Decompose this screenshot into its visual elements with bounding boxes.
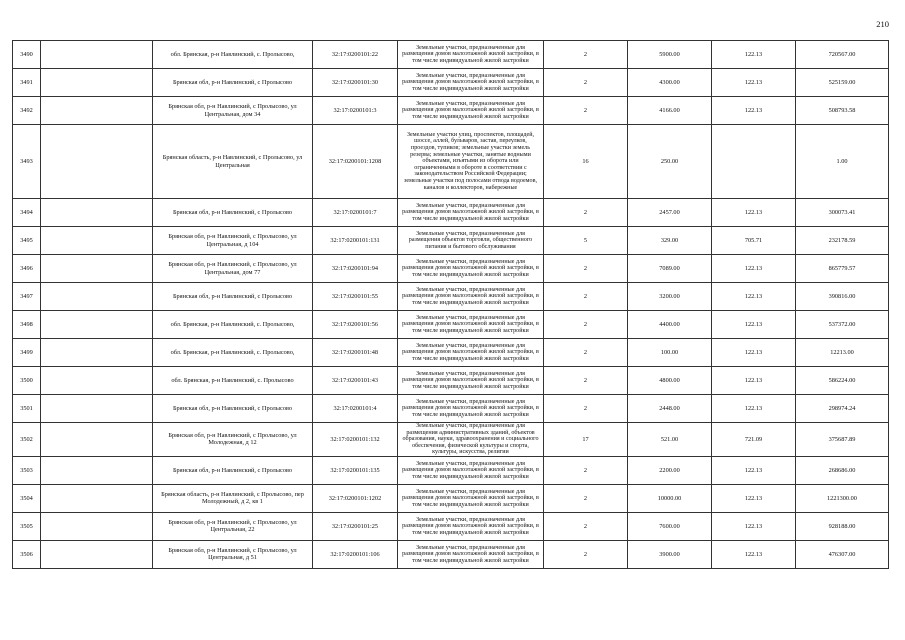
cadastral-number-cell: 32:17:0200101:1202 xyxy=(313,484,398,512)
group-cell: 2 xyxy=(544,540,628,568)
address-cell: Брянская обл, р-н Навлинский, с Пролысово, ул Центральная, дом 34 xyxy=(153,97,313,125)
table-row xyxy=(13,125,889,199)
cadastral-number-cell: 32:17:0200101:56 xyxy=(313,311,398,339)
specific-value-cell: 122.13 xyxy=(712,283,796,311)
land-use-cell: Земельные участки, предназначенные для размещения домов малоэтажной жилой застройки, в том числе индивидуальной жилой застройки xyxy=(398,367,544,395)
area-cell: 7089.00 xyxy=(628,255,712,283)
land-use-cell: Земельные участки, предназначенные для размещения административных зданий, объектов образования, науки, здравоохранения и социального обеспечения, физической культуры и спорта, культуры, искусства, религии xyxy=(398,423,544,457)
cadastral-number-cell: 32:17:0200101:22 xyxy=(313,41,398,69)
specific-value-cell: 122.13 xyxy=(712,367,796,395)
blank-cell xyxy=(41,125,153,199)
blank-cell xyxy=(41,512,153,540)
specific-value-cell: 122.13 xyxy=(712,311,796,339)
area-cell: 4800.00 xyxy=(628,367,712,395)
row-number-cell: 3503 xyxy=(13,456,41,484)
table-row xyxy=(13,227,889,255)
address-cell: Брянская обл, р-н Навлинский, с Пролысово, ул Молодежная, д 12 xyxy=(153,423,313,457)
area-cell: 10000.00 xyxy=(628,484,712,512)
table-row xyxy=(13,199,889,227)
blank-cell xyxy=(41,199,153,227)
address-cell: обл. Брянская, р-н Навлинский, с. Пролысово, xyxy=(153,41,313,69)
row-number-cell: 3494 xyxy=(13,199,41,227)
cadastral-number-cell: 32:17:0200101:30 xyxy=(313,69,398,97)
group-cell: 2 xyxy=(544,283,628,311)
land-use-cell: Земельные участки, предназначенные для размещения домов малоэтажной жилой застройки, в том числе индивидуальной жилой застройки xyxy=(398,311,544,339)
group-cell: 2 xyxy=(544,311,628,339)
area-cell: 3200.00 xyxy=(628,283,712,311)
table-row xyxy=(13,311,889,339)
row-number-cell: 3493 xyxy=(13,125,41,199)
table-row xyxy=(13,69,889,97)
cadastral-number-cell: 32:17:0200101:94 xyxy=(313,255,398,283)
cadastral-number-cell: 32:17:0200101:55 xyxy=(313,283,398,311)
address-cell: Брянская обл, р-н Навлинский, с Пролысово, ул Центральная, д 51 xyxy=(153,540,313,568)
table-row xyxy=(13,484,889,512)
table-row xyxy=(13,41,889,69)
row-number-cell: 3491 xyxy=(13,69,41,97)
group-cell: 2 xyxy=(544,97,628,125)
area-cell: 2200.00 xyxy=(628,456,712,484)
land-use-cell: Земельные участки, предназначенные для размещения домов малоэтажной жилой застройки, в том числе индивидуальной жилой застройки xyxy=(398,41,544,69)
area-cell: 250.00 xyxy=(628,125,712,199)
row-number-cell: 3492 xyxy=(13,97,41,125)
specific-value-cell: 122.13 xyxy=(712,484,796,512)
land-use-cell: Земельные участки, предназначенные для размещения домов малоэтажной жилой застройки, в том числе индивидуальной жилой застройки xyxy=(398,97,544,125)
cadastral-value-cell: 928188.00 xyxy=(796,512,889,540)
row-number-cell: 3498 xyxy=(13,311,41,339)
address-cell: Брянская обл, р-н Навлинский, с Пролысово xyxy=(153,283,313,311)
specific-value-cell: 122.13 xyxy=(712,395,796,423)
cadastral-number-cell: 32:17:0200101:3 xyxy=(313,97,398,125)
blank-cell xyxy=(41,456,153,484)
area-cell: 4300.00 xyxy=(628,69,712,97)
cadastral-value-cell: 525159.00 xyxy=(796,69,889,97)
address-cell: обл. Брянская, р-н Навлинский, с. Пролысово, xyxy=(153,311,313,339)
table-row xyxy=(13,456,889,484)
specific-value-cell: 721.09 xyxy=(712,423,796,457)
land-use-cell: Земельные участки, предназначенные для размещения домов малоэтажной жилой застройки, в том числе индивидуальной жилой застройки xyxy=(398,339,544,367)
land-use-cell: Земельные участки, предназначенные для размещения домов малоэтажной жилой застройки, в том числе индивидуальной жилой застройки xyxy=(398,283,544,311)
cadastral-value-cell: 268686.00 xyxy=(796,456,889,484)
specific-value-cell: 122.13 xyxy=(712,540,796,568)
group-cell: 2 xyxy=(544,69,628,97)
cadastral-number-cell: 32:17:0200101:7 xyxy=(313,199,398,227)
specific-value-cell: 705.71 xyxy=(712,227,796,255)
table-row xyxy=(13,283,889,311)
specific-value-cell: 122.13 xyxy=(712,512,796,540)
area-cell: 329.00 xyxy=(628,227,712,255)
land-use-cell: Земельные участки улиц, проспектов, площадей, шоссе, аллей, бульваров, застав, переулков, проездов, тупиков; земельные участки земель резерва; земельные участки, занятые водными объектами, изъятыми из оборота или ограниченными в обороте в соответствии с законодательством Российской Федерации; земельные участки под полосами отвода водоемов, каналов и коллекторов, набережные xyxy=(398,125,544,199)
land-use-cell: Земельные участки, предназначенные для размещения домов малоэтажной жилой застройки, в том числе индивидуальной жилой застройки xyxy=(398,456,544,484)
row-number-cell: 3501 xyxy=(13,395,41,423)
cadastral-number-cell: 32:17:0200101:132 xyxy=(313,423,398,457)
land-use-cell: Земельные участки, предназначенные для размещения домов малоэтажной жилой застройки, в том числе индивидуальной жилой застройки xyxy=(398,395,544,423)
land-use-cell: Земельные участки, предназначенные для размещения объектов торговли, общественного питания и бытового обслуживания xyxy=(398,227,544,255)
table-body xyxy=(13,41,889,569)
table-row xyxy=(13,395,889,423)
blank-cell xyxy=(41,255,153,283)
blank-cell xyxy=(41,69,153,97)
address-cell: обл. Брянская, р-н Навлинский, с. Пролысово xyxy=(153,367,313,395)
row-number-cell: 3490 xyxy=(13,41,41,69)
cadastral-number-cell: 32:17:0200101:48 xyxy=(313,339,398,367)
specific-value-cell: 122.13 xyxy=(712,97,796,125)
table-row xyxy=(13,512,889,540)
cadastral-value-cell: 1221300.00 xyxy=(796,484,889,512)
land-use-cell: Земельные участки, предназначенные для размещения домов малоэтажной жилой застройки, в том числе индивидуальной жилой застройки xyxy=(398,484,544,512)
cadastral-value-cell: 720567.00 xyxy=(796,41,889,69)
blank-cell xyxy=(41,311,153,339)
blank-cell xyxy=(41,339,153,367)
area-cell: 521.00 xyxy=(628,423,712,457)
table-row xyxy=(13,367,889,395)
group-cell: 2 xyxy=(544,395,628,423)
land-use-cell: Земельные участки, предназначенные для размещения домов малоэтажной жилой застройки, в том числе индивидуальной жилой застройки xyxy=(398,540,544,568)
cadastral-number-cell: 32:17:0200101:131 xyxy=(313,227,398,255)
group-cell: 5 xyxy=(544,227,628,255)
row-number-cell: 3504 xyxy=(13,484,41,512)
cadastral-value-cell: 476307.00 xyxy=(796,540,889,568)
land-use-cell: Земельные участки, предназначенные для размещения домов малоэтажной жилой застройки, в том числе индивидуальной жилой застройки xyxy=(398,69,544,97)
cadastral-number-cell: 32:17:0200101:1208 xyxy=(313,125,398,199)
cadastral-value-cell: 508793.58 xyxy=(796,97,889,125)
table-row xyxy=(13,255,889,283)
area-cell: 2457.00 xyxy=(628,199,712,227)
cadastral-value-cell: 1.00 xyxy=(796,125,889,199)
group-cell: 2 xyxy=(544,484,628,512)
specific-value-cell: 122.13 xyxy=(712,456,796,484)
row-number-cell: 3495 xyxy=(13,227,41,255)
address-cell: Брянская область, р-н Навлинский, с Пролысово, пер Молодежный, д 2, кв 1 xyxy=(153,484,313,512)
address-cell: Брянская обл, р-н Навлинский, с Пролысово, ул Центральная, 22 xyxy=(153,512,313,540)
address-cell: Брянская обл, р-н Навлинский, с Пролысово, ул Центральная, дом 77 xyxy=(153,255,313,283)
address-cell: Брянская обл, р-н Навлинский, с Пролысово xyxy=(153,456,313,484)
table-row xyxy=(13,423,889,457)
table-row xyxy=(13,540,889,568)
specific-value-cell: 122.13 xyxy=(712,199,796,227)
cadastral-number-cell: 32:17:0200101:4 xyxy=(313,395,398,423)
address-cell: обл. Брянская, р-н Навлинский, с. Пролысово, xyxy=(153,339,313,367)
row-number-cell: 3500 xyxy=(13,367,41,395)
row-number-cell: 3502 xyxy=(13,423,41,457)
cadastral-number-cell: 32:17:0200101:135 xyxy=(313,456,398,484)
cadastral-value-cell: 865779.57 xyxy=(796,255,889,283)
group-cell: 2 xyxy=(544,367,628,395)
address-cell: Брянская обл, р-н Навлинский, с Пролысово xyxy=(153,69,313,97)
group-cell: 2 xyxy=(544,339,628,367)
table-row xyxy=(13,97,889,125)
group-cell: 16 xyxy=(544,125,628,199)
row-number-cell: 3496 xyxy=(13,255,41,283)
cadastral-value-cell: 375687.89 xyxy=(796,423,889,457)
row-number-cell: 3497 xyxy=(13,283,41,311)
cadastral-value-cell: 586224.00 xyxy=(796,367,889,395)
specific-value-cell: 122.13 xyxy=(712,255,796,283)
area-cell: 100.00 xyxy=(628,339,712,367)
row-number-cell: 3506 xyxy=(13,540,41,568)
specific-value-cell: 122.13 xyxy=(712,69,796,97)
cadastral-value-cell: 537372.00 xyxy=(796,311,889,339)
cadastral-number-cell: 32:17:0200101:25 xyxy=(313,512,398,540)
area-cell: 7600.00 xyxy=(628,512,712,540)
cadastral-number-cell: 32:17:0200101:43 xyxy=(313,367,398,395)
group-cell: 2 xyxy=(544,41,628,69)
group-cell: 17 xyxy=(544,423,628,457)
blank-cell xyxy=(41,41,153,69)
blank-cell xyxy=(41,227,153,255)
blank-cell xyxy=(41,97,153,125)
blank-cell xyxy=(41,395,153,423)
cadastral-value-cell: 390816.00 xyxy=(796,283,889,311)
cadastral-value-cell: 232178.59 xyxy=(796,227,889,255)
cadastral-value-cell: 298974.24 xyxy=(796,395,889,423)
cadastral-value-cell: 300073.41 xyxy=(796,199,889,227)
row-number-cell: 3505 xyxy=(13,512,41,540)
group-cell: 2 xyxy=(544,255,628,283)
group-cell: 2 xyxy=(544,456,628,484)
land-use-cell: Земельные участки, предназначенные для размещения домов малоэтажной жилой застройки, в том числе индивидуальной жилой застройки xyxy=(398,255,544,283)
area-cell: 4400.00 xyxy=(628,311,712,339)
blank-cell xyxy=(41,423,153,457)
blank-cell xyxy=(41,283,153,311)
specific-value-cell: 122.13 xyxy=(712,339,796,367)
page-number: 210 xyxy=(876,19,889,29)
group-cell: 2 xyxy=(544,199,628,227)
land-use-cell: Земельные участки, предназначенные для размещения домов малоэтажной жилой застройки, в том числе индивидуальной жилой застройки xyxy=(398,199,544,227)
area-cell: 5900.00 xyxy=(628,41,712,69)
address-cell: Брянская обл, р-н Навлинский, с Пролысово, ул Центральная, д 104 xyxy=(153,227,313,255)
specific-value-cell: 122.13 xyxy=(712,41,796,69)
specific-value-cell xyxy=(712,125,796,199)
area-cell: 3900.00 xyxy=(628,540,712,568)
area-cell: 4166.00 xyxy=(628,97,712,125)
address-cell: Брянская область, р-н Навлинский, с Пролысово, ул Центральная xyxy=(153,125,313,199)
blank-cell xyxy=(41,540,153,568)
area-cell: 2448.00 xyxy=(628,395,712,423)
blank-cell xyxy=(41,367,153,395)
address-cell: Брянская обл, р-н Навлинский, с Пролысово xyxy=(153,395,313,423)
land-use-cell: Земельные участки, предназначенные для размещения домов малоэтажной жилой застройки, в том числе индивидуальной жилой застройки xyxy=(398,512,544,540)
row-number-cell: 3499 xyxy=(13,339,41,367)
table-row xyxy=(13,339,889,367)
blank-cell xyxy=(41,484,153,512)
cadastral-value-cell: 12213.00 xyxy=(796,339,889,367)
cadastral-number-cell: 32:17:0200101:106 xyxy=(313,540,398,568)
address-cell: Брянская обл, р-н Навлинский, с Пролысово xyxy=(153,199,313,227)
group-cell: 2 xyxy=(544,512,628,540)
cadastral-value-table xyxy=(12,40,889,569)
